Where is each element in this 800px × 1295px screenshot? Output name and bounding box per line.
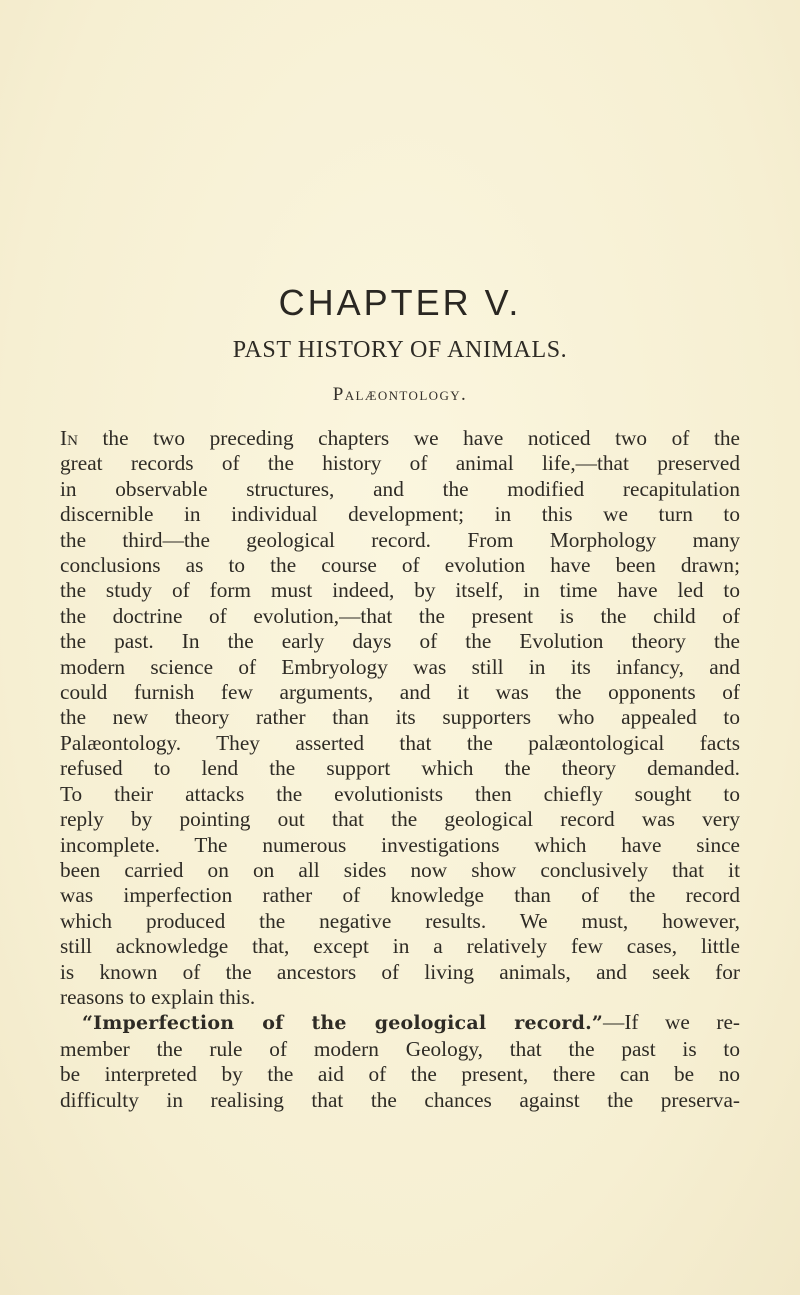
text-line: be interpreted by the aid of the present, there can be no [60,1062,740,1087]
text-line: still acknowledge that, except in a relatively few cases, little [60,934,740,959]
text-line: Palæontology. They asserted that the palæontological facts [60,730,740,755]
text-line-rest: —If we re- [603,1010,740,1035]
text-line: member the rule of modern Geology, that the past is to [60,1036,740,1061]
text-line: conclusions as to the course of evolution have been drawn; [60,553,740,578]
text-line [60,1010,740,1036]
text-line: in observable structures, and the modified recapitulation [60,476,740,501]
text-line: modern science of Embryology was still in its infancy, and [60,654,740,679]
chapter-heading: CHAPTER V. [278,282,522,323]
text-line: discernible in individual development; in this we turn to [60,502,740,527]
text-line: great records of the history of animal life,—that preserved [60,451,740,476]
paragraph-2 [60,1010,740,1113]
section-subtitle: Palæontology. [332,384,468,405]
text-line [60,426,740,451]
text-line: difficulty in realising that the chances against the preserva- [60,1087,740,1112]
text-line: the new theory rather than its supporters who appealed to [60,705,740,730]
text-line: reply by pointing out that the geological record was very [60,807,740,832]
dropcap-word: In [60,426,78,450]
bold-lead: “Imperfection of the geological record.” [82,1012,604,1035]
text-line: To their attacks the evolutionists then chiefly sought to [60,781,740,806]
body-text [60,426,740,1113]
text-line: was imperfection rather of knowledge than of the record [60,883,740,908]
text-line-rest: the two preceding chapters we have noticed two of the [77,426,740,450]
text-line: which produced the negative results. We must, however, [60,908,740,933]
text-line: been carried on on all sides now show conclusively that it [60,857,740,882]
paragraph-1 [60,426,740,1010]
text-line: the past. In the early days of the Evolution theory the [60,629,740,654]
text-line: incomplete. The numerous investigations which have since [60,832,740,857]
text-line: the study of form must indeed, by itself, in time have led to [60,578,740,603]
text-line: the third—the geological record. From Morphology many [60,527,740,552]
chapter-title: PAST HISTORY OF ANIMALS. [232,337,568,363]
text-line: is known of the ancestors of living animals, and seek for [60,959,740,984]
text-line: the doctrine of evolution,—that the present is the child of [60,603,740,628]
text-line: refused to lend the support which the theory demanded. [60,756,740,781]
text-line: reasons to explain this. [60,984,256,1009]
text-line: could furnish few arguments, and it was the opponents of [60,680,740,705]
